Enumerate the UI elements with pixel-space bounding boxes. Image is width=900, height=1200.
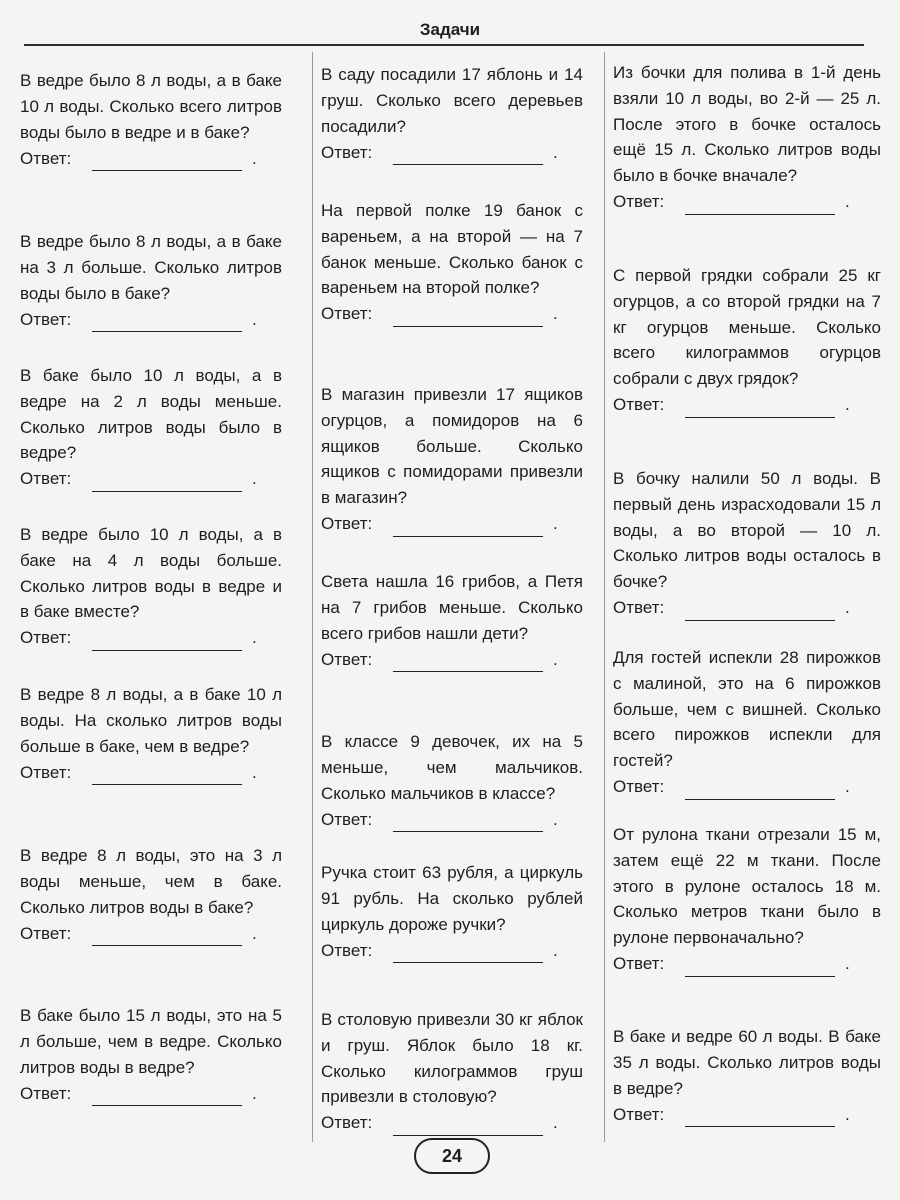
problem-2-3 — [321, 382, 583, 537]
answer-label: Ответ: — [20, 1083, 72, 1103]
answer-label: Ответ: — [20, 762, 72, 782]
problem-3-2 — [613, 263, 881, 418]
problem-text: С первой грядки собрали 25 кг огурцов, а со второй грядки на 7 кг огурцов меньше. Сколько всего килограммов огурцов собрали с двух грядок? — [613, 266, 881, 389]
problem-2-2 — [321, 198, 583, 327]
answer-line — [20, 759, 282, 785]
answer-blank-field[interactable] — [393, 946, 543, 963]
answer-blank-field[interactable] — [393, 310, 543, 327]
answer-label: Ответ: — [613, 395, 665, 415]
problem-2-6 — [321, 860, 583, 963]
problem-text: В ведре было 8 л воды, а в баке 10 л воды. Сколько всего литров воды было в ведре и в баке? — [20, 71, 282, 142]
answer-line — [20, 1080, 282, 1106]
problem-text: В столовую привезли 30 кг яблок и груш. Яблок было 18 кг. Сколько килограммов груш привезли в столовую? — [321, 1010, 583, 1107]
page-number: 24 — [414, 1138, 490, 1174]
problem-1-2 — [20, 229, 282, 332]
answer-period: . — [845, 777, 850, 797]
answer-line — [20, 466, 282, 492]
answer-period: . — [252, 628, 257, 648]
answer-blank-field[interactable] — [92, 929, 242, 946]
answer-period: . — [845, 192, 850, 212]
problem-1-3 — [20, 363, 282, 492]
answer-blank-field[interactable] — [92, 1089, 242, 1106]
answer-period: . — [553, 304, 558, 324]
answer-period: . — [845, 954, 850, 974]
problem-column-1 — [20, 52, 282, 1142]
answer-label: Ответ: — [613, 598, 665, 618]
problem-2-1 — [321, 62, 583, 165]
answer-label: Ответ: — [321, 809, 373, 829]
answer-blank-field[interactable] — [92, 475, 242, 492]
problem-3-6 — [613, 1024, 881, 1127]
problem-1-4 — [20, 522, 282, 651]
problem-text: В ведре было 8 л воды, а в баке на 3 л больше. Сколько литров воды было в баке? — [20, 232, 282, 303]
answer-line — [20, 145, 282, 171]
answer-line — [20, 625, 282, 651]
answer-period: . — [845, 598, 850, 618]
answer-line — [321, 1110, 583, 1136]
answer-line — [613, 951, 881, 977]
answer-line — [321, 139, 583, 165]
problem-2-5 — [321, 729, 583, 832]
problem-text: В баке было 10 л воды, а в ведре на 2 л воды меньше. Сколько литров воды было в ведре? — [20, 366, 282, 463]
answer-period: . — [252, 923, 257, 943]
problem-column-2 — [312, 52, 583, 1142]
page-header — [0, 0, 900, 48]
problem-text: В ведре 8 л воды, а в баке 10 л воды. На сколько литров воды больше в баке, чем в ведре? — [20, 685, 282, 756]
answer-label: Ответ: — [613, 954, 665, 974]
answer-label: Ответ: — [20, 309, 72, 329]
answer-blank-field[interactable] — [393, 815, 543, 832]
problem-3-3 — [613, 466, 881, 621]
answer-blank-field[interactable] — [92, 315, 242, 332]
answer-blank-field[interactable] — [92, 154, 242, 171]
problem-1-5 — [20, 682, 282, 785]
answer-label: Ответ: — [321, 649, 373, 669]
answer-label: Ответ: — [613, 1104, 665, 1124]
problem-text: В магазин привезли 17 ящиков огурцов, а помидоров на 6 ящиков больше. Сколько ящиков с помидорами привезли в магазин? — [321, 385, 583, 508]
problem-2-4 — [321, 569, 583, 672]
answer-label: Ответ: — [321, 1113, 373, 1133]
problem-3-5 — [613, 822, 881, 977]
problem-text: В саду посадили 17 яблонь и 14 груш. Сколько всего деревьев посадили? — [321, 65, 583, 136]
problem-text: В баке было 15 л воды, это на 5 л больше, чем в ведре. Сколько литров воды в ведре? — [20, 1006, 282, 1077]
answer-period: . — [252, 1083, 257, 1103]
answer-line — [20, 306, 282, 332]
problem-text: В баке и ведре 60 л воды. В баке 35 л воды. Сколько литров воды в ведре? — [613, 1027, 881, 1098]
answer-line — [321, 806, 583, 832]
problem-3-1 — [613, 60, 881, 215]
problem-text: От рулона ткани отрезали 15 м, затем ещё 22 м ткани. После этого в рулоне осталось 18 м. Сколько метров ткани было в рулоне первоначально? — [613, 825, 881, 948]
answer-period: . — [553, 649, 558, 669]
problem-3-4 — [613, 645, 881, 800]
answer-label: Ответ: — [20, 469, 72, 489]
answer-label: Ответ: — [321, 304, 373, 324]
answer-blank-field[interactable] — [685, 960, 835, 977]
answer-line — [321, 301, 583, 327]
answer-label: Ответ: — [321, 142, 373, 162]
answer-period: . — [252, 762, 257, 782]
answer-line — [613, 189, 881, 215]
header-divider — [24, 44, 864, 46]
answer-period: . — [252, 309, 257, 329]
answer-line — [613, 774, 881, 800]
problem-text: В классе 9 девочек, их на 5 меньше, чем мальчиков. Сколько мальчиков в классе? — [321, 732, 583, 803]
answer-label: Ответ: — [321, 940, 373, 960]
answer-line — [20, 920, 282, 946]
answer-blank-field[interactable] — [685, 198, 835, 215]
problem-text: Из бочки для полива в 1-й день взяли 10 л воды, во 2-й — 25 л. После этого в бочке осталось ещё 15 л. Сколько литров воды было в бочке вначале? — [613, 63, 881, 186]
answer-blank-field[interactable] — [685, 604, 835, 621]
answer-period: . — [553, 809, 558, 829]
problem-text: В ведре 8 л воды, это на 3 л воды меньше, чем в баке. Сколько литров воды в баке? — [20, 846, 282, 917]
answer-label: Ответ: — [20, 628, 72, 648]
problem-text: В бочку налили 50 л воды. В первый день израсходовали 15 л воды, а во второй — 10 л. Сколько литров воды осталось в бочке? — [613, 469, 881, 592]
answer-label: Ответ: — [20, 923, 72, 943]
problem-2-7 — [321, 1007, 583, 1136]
answer-line — [321, 511, 583, 537]
answer-blank-field[interactable] — [685, 783, 835, 800]
answer-line — [321, 937, 583, 963]
problem-text: На первой полке 19 банок с вареньем, а на второй — на 7 банок меньше. Сколько банок с вареньем на второй полке? — [321, 201, 583, 298]
answer-period: . — [553, 514, 558, 534]
problem-text: Для гостей испекли 28 пирожков с малиной, это на 6 пирожков больше, чем с вишней. Сколько всего пирожков испекли для гостей? — [613, 648, 881, 771]
answer-label: Ответ: — [321, 514, 373, 534]
problem-1-6 — [20, 843, 282, 946]
answer-period: . — [845, 395, 850, 415]
answer-line — [613, 392, 881, 418]
answer-period: . — [252, 148, 257, 168]
answer-line — [613, 1101, 881, 1127]
answer-line — [321, 646, 583, 672]
page-title: Задачи — [419, 20, 481, 39]
answer-period: . — [845, 1104, 850, 1124]
problem-column-3 — [604, 52, 881, 1142]
answer-period: . — [553, 940, 558, 960]
problem-text: Ручка стоит 63 рубля, а циркуль 91 рубль. На сколько рублей циркуль дороже ручки? — [321, 863, 583, 934]
answer-period: . — [252, 469, 257, 489]
answer-blank-field[interactable] — [685, 1110, 835, 1127]
answer-period: . — [553, 142, 558, 162]
answer-blank-field[interactable] — [393, 1119, 543, 1136]
answer-blank-field[interactable] — [92, 634, 242, 651]
answer-blank-field[interactable] — [393, 655, 543, 672]
answer-blank-field[interactable] — [92, 768, 242, 785]
answer-period: . — [553, 1113, 558, 1133]
problem-text: В ведре было 10 л воды, а в баке на 4 л воды больше. Сколько литров воды в ведре и в баке вместе? — [20, 525, 282, 622]
answer-blank-field[interactable] — [685, 401, 835, 418]
answer-label: Ответ: — [20, 148, 72, 168]
problem-1-1 — [20, 68, 282, 171]
answer-blank-field[interactable] — [393, 148, 543, 165]
problem-1-7 — [20, 1003, 282, 1106]
answer-label: Ответ: — [613, 777, 665, 797]
answer-line — [613, 595, 881, 621]
problem-text: Света нашла 16 грибов, а Петя на 7 грибов меньше. Сколько всего грибов нашли дети? — [321, 572, 583, 643]
answer-blank-field[interactable] — [393, 520, 543, 537]
answer-label: Ответ: — [613, 192, 665, 212]
